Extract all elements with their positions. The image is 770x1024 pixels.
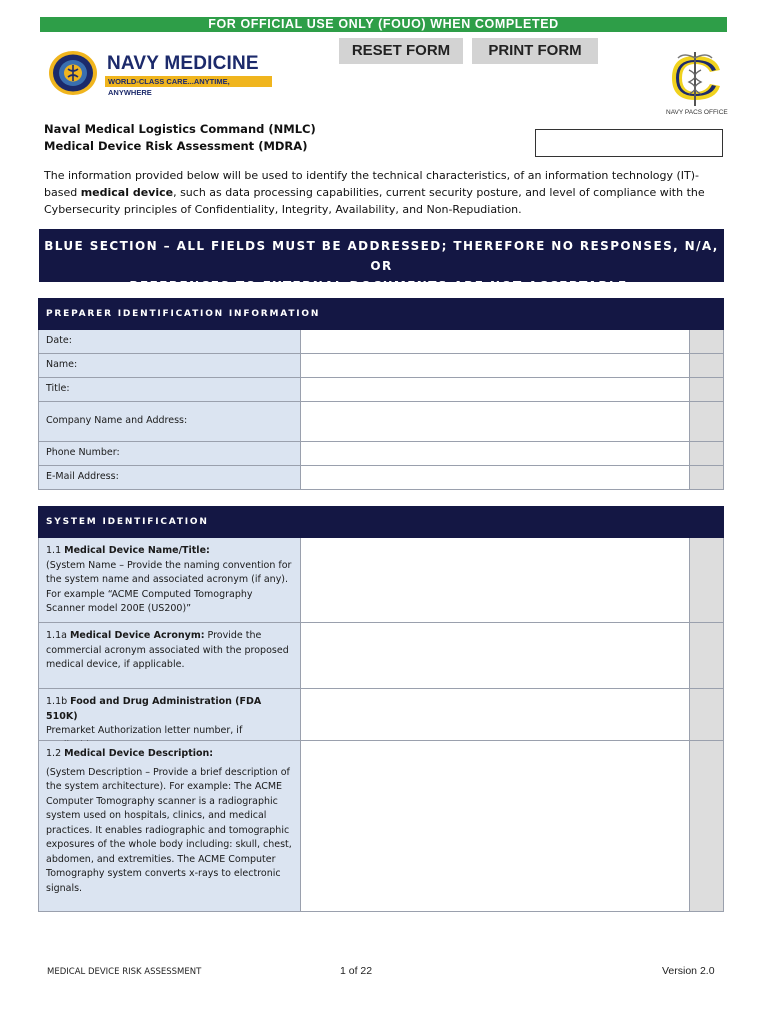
preparer-row-phone [38, 442, 724, 466]
system-row-device-acronym [38, 623, 724, 689]
navy-medicine-title: NAVY MEDICINE [107, 53, 259, 74]
item-bold: Medical Device Acronym: [69, 630, 205, 641]
blue-banner-line1: BLUE SECTION – ALL FIELDS MUST BE ADDRESSED; THEREFORE NO RESPONSES, N/A, OR [44, 239, 719, 273]
device-acronym-input[interactable] [301, 623, 690, 688]
form-heading [44, 121, 316, 155]
row-side-cell [690, 466, 723, 489]
intro-text-1: The information provided below will be used to identify the technical characteristics, of an information technology (IT)-based [44, 169, 699, 199]
print-form-button[interactable]: PRINT FORM [472, 38, 598, 64]
preparer-row-name [38, 354, 724, 378]
row-side-cell [690, 330, 723, 353]
item-bold: Food and Drug Administration (FDA 510K) [46, 696, 262, 722]
row-side-cell [690, 402, 723, 441]
row-side-cell [690, 689, 723, 740]
label-device-acronym [39, 623, 301, 688]
field-label-email: E-Mail Address: [39, 466, 301, 489]
system-section-header: SYSTEM IDENTIFICATION [38, 506, 724, 538]
system-row-fda [38, 689, 724, 741]
label-text [46, 544, 293, 559]
field-label-company: Company Name and Address: [39, 402, 301, 441]
intro-text-2: , such as data processing capabilities, current security posture, and level of compliance with the Cybersecurity principles of Confidentiality, Integrity, Availability, and Non-Repudiation. [44, 186, 705, 216]
item-description: Premarket Authorization letter number, if [46, 725, 243, 736]
label-device-name [39, 538, 301, 622]
blue-line2-a: REFERENCES TO EXTERNAL DOCUMENTS ARE [129, 279, 490, 293]
device-description-input[interactable] [301, 741, 690, 911]
heading-org: Naval Medical Logistics Command (NMLC) [44, 122, 316, 136]
title-input[interactable] [301, 378, 690, 401]
intro-bold: medical device [80, 186, 174, 199]
preparer-row-company [38, 402, 724, 442]
system-row-device-name [38, 538, 724, 623]
item-bold: Medical Device Name/Title: [64, 545, 210, 556]
footer-doc-name: MEDICAL DEVICE RISK ASSESSMENT [47, 967, 202, 977]
item-description: Provide the commercial acronym associated with the proposed medical device, if applicable. [46, 630, 289, 670]
row-side-cell [690, 741, 723, 911]
blue-section-banner [39, 229, 724, 293]
item-description: (System Description – Provide a brief description of the system architecture). For example: The ACME Computer Tomography scanner is a radiographic system used on hospitals, clinics, and medical practices. It enables radiographic and tomographic exposures of the whole body including: skull, chest, abdomen, and extremities. The ACME Computer Tomography system converts x-rays to electronic signals. [46, 766, 292, 894]
reset-form-button[interactable]: RESET FORM [339, 38, 463, 64]
preparer-section-header: PREPARER IDENTIFICATION INFORMATION [38, 298, 724, 330]
field-label-title: Title: [39, 378, 301, 401]
label-device-description [39, 741, 301, 911]
item-number: 1.1b [46, 696, 71, 707]
company-address-input[interactable] [301, 402, 690, 441]
name-input[interactable] [301, 354, 690, 377]
date-input[interactable] [301, 330, 690, 353]
item-number: 1.1a [46, 630, 70, 641]
field-label-date: Date: [39, 330, 301, 353]
item-number: 1.2 [46, 748, 65, 759]
row-side-cell [690, 354, 723, 377]
device-name-input[interactable] [301, 538, 690, 622]
label-fda-510k [39, 689, 301, 740]
blue-banner-line2 [39, 276, 724, 296]
row-side-cell [690, 623, 723, 688]
email-input[interactable] [301, 466, 690, 489]
navy-pacs-caption: NAVY PACS OFFICE [666, 109, 728, 116]
field-label-phone: Phone Number: [39, 442, 301, 465]
preparer-row-title [38, 378, 724, 402]
system-row-device-description [38, 741, 724, 912]
navy-medicine-seal-icon [48, 50, 98, 96]
preparer-row-date [38, 330, 724, 354]
item-description: (System Name – Provide the naming convention for the system name and associated acronym (if any). For example “ACME Computed Tomography Scanner model 200E (US200)” [46, 559, 292, 614]
intro-paragraph [44, 167, 724, 218]
heading-form-title: Medical Device Risk Assessment (MDRA) [44, 139, 308, 153]
footer-page-number: 1 of 22 [340, 965, 373, 977]
fouo-banner: FOR OFFICIAL USE ONLY (FOUO) WHEN COMPLETED [40, 17, 727, 32]
phone-input[interactable] [301, 442, 690, 465]
form-id-input-box[interactable] [535, 129, 723, 157]
preparer-row-email [38, 466, 724, 490]
footer-version: Version 2.0 [662, 965, 715, 977]
navy-pacs-caduceus-icon [662, 48, 728, 108]
row-side-cell [690, 442, 723, 465]
item-bold: Medical Device Description: [64, 748, 214, 759]
label-text [46, 629, 293, 673]
blue-line2-not: NOT [489, 279, 523, 293]
row-side-cell [690, 378, 723, 401]
label-text [46, 747, 293, 762]
blue-line2-b: ACCEPTABLE. [522, 279, 634, 293]
fda-510k-input[interactable] [301, 689, 690, 740]
label-text [46, 695, 293, 724]
row-side-cell [690, 538, 723, 622]
item-number: 1.1 [46, 545, 65, 556]
navy-medicine-tagline: WORLD-CLASS CARE...ANYTIME, ANYWHERE [105, 76, 272, 87]
field-label-name: Name: [39, 354, 301, 377]
